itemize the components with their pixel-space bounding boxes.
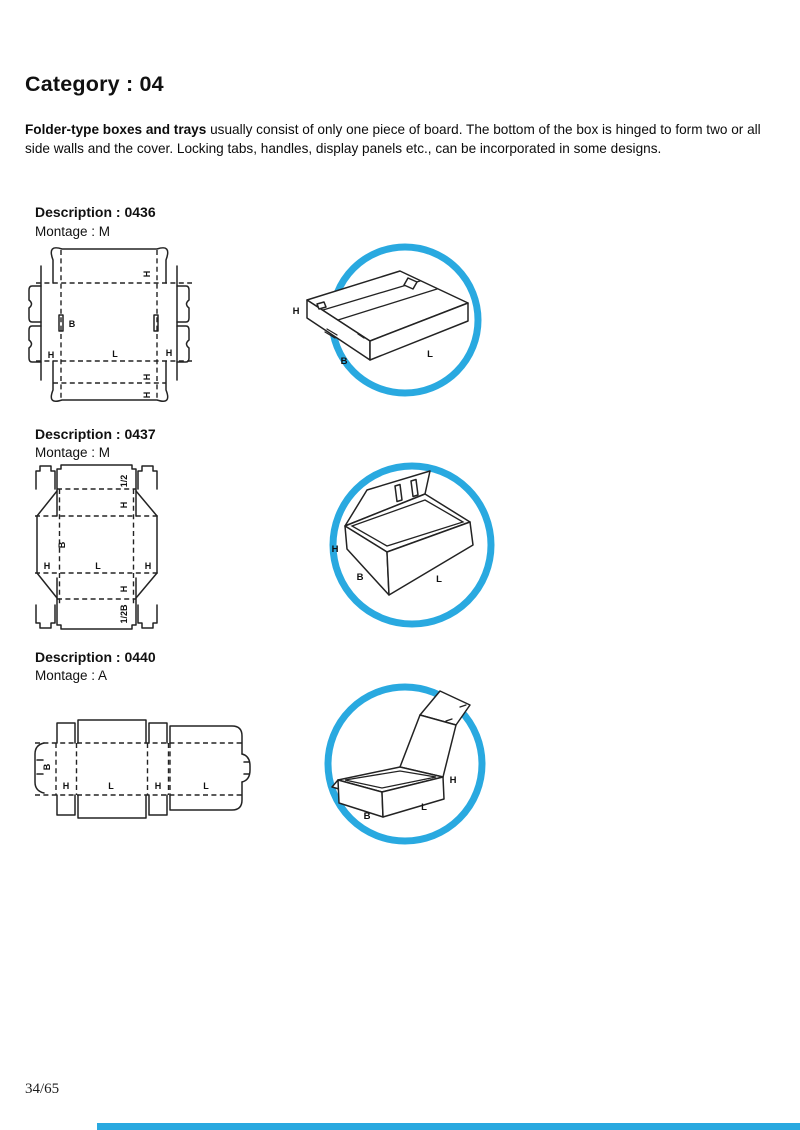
assembled-box-illustration-0436 (288, 233, 498, 405)
dim-label-h: H (62, 781, 70, 791)
dim-label-h: H (43, 561, 51, 571)
dim-label-h: H (142, 270, 152, 278)
dim-label-b: B (42, 763, 52, 771)
dim-label-h: H (119, 501, 129, 509)
footer-accent-bar (97, 1123, 800, 1130)
dim-label-h: H (144, 561, 152, 571)
dim-label-h: H (331, 544, 339, 555)
dim-label-l: L (436, 574, 442, 585)
montage-label-0440: Montage : A (35, 668, 108, 683)
montage-label-0437: Montage : M (35, 445, 111, 460)
description-label-0436: Description : 0436 (35, 204, 156, 220)
dim-label-h: H (292, 306, 300, 317)
dim-label-l: L (427, 349, 433, 360)
dim-label-h: H (154, 781, 162, 791)
intro-paragraph (25, 121, 783, 158)
dim-label-b: B (57, 541, 67, 549)
dim-label-half: 1/2 (119, 474, 129, 488)
dim-label-h: H (142, 391, 152, 399)
die-cut-diagram-0437 (27, 461, 179, 633)
dim-label-h: H (142, 373, 152, 381)
dim-label-l: L (108, 781, 114, 791)
die-cut-diagram-0440 (30, 714, 262, 822)
die-cut-diagram-0436 (26, 238, 201, 406)
dim-label-l: L (112, 349, 118, 359)
assembled-box-illustration-0437 (325, 457, 505, 637)
montage-label-0436: Montage : M (35, 224, 111, 239)
description-label-0437: Description : 0437 (35, 426, 156, 442)
dim-label-half-b: 1/2B (119, 604, 129, 624)
intro-body: usually consist of only one piece of board. The bottom of the box is hinged to form two or all side walls and the cover. Locking tabs, handles, display panels etc., can be incorporated in some designs. (25, 122, 761, 156)
dim-label-h: H (47, 350, 55, 360)
dim-label-l: L (95, 561, 101, 571)
dim-label-b: B (356, 572, 364, 583)
dim-label-b: B (363, 811, 371, 822)
intro-lead: Folder-type boxes and trays (25, 122, 207, 137)
dim-label-l: L (203, 781, 209, 791)
dim-label-h: H (449, 775, 457, 786)
dim-label-b: B (340, 356, 348, 367)
dim-label-b: B (68, 319, 76, 329)
assembled-box-illustration-0440 (320, 679, 492, 851)
page-title: Category : 04 (25, 72, 164, 96)
dim-label-l: L (421, 802, 427, 813)
dim-label-h: H (165, 348, 173, 358)
description-label-0440: Description : 0440 (35, 649, 156, 665)
page-number: 34/65 (25, 1081, 60, 1097)
dim-label-h: H (119, 585, 129, 593)
